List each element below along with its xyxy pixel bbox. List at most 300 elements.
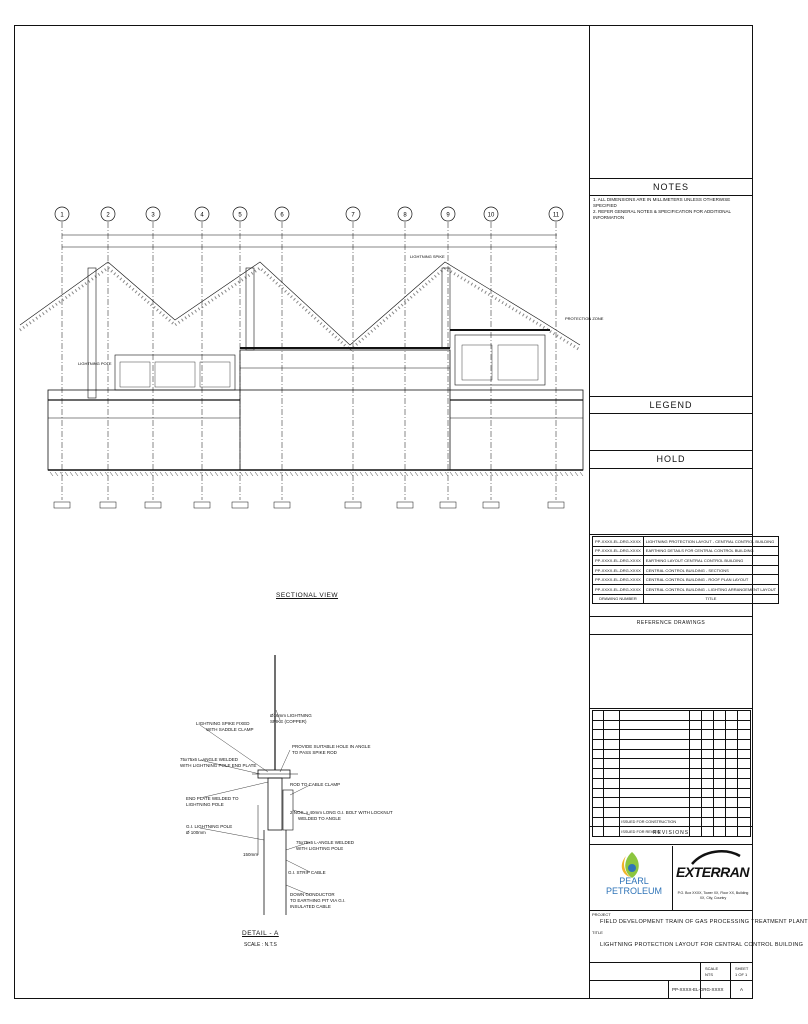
ground-hatch [540, 472, 543, 476]
revision-cell [689, 740, 701, 750]
revision-cell [603, 730, 620, 740]
revision-cell [593, 720, 604, 730]
revision-cell [725, 807, 737, 817]
footing [440, 502, 456, 508]
ground-hatch [500, 472, 503, 476]
revision-cell [593, 769, 604, 779]
sheet-label: SHEET [735, 966, 749, 971]
reference-drawings-table [592, 536, 779, 604]
ground-hatch [435, 472, 438, 476]
ground-hatch [460, 472, 463, 476]
ground-hatch [490, 472, 493, 476]
revision-row [593, 817, 751, 827]
detail-label-text: TO EARTHING PIT VIA G.I. [290, 898, 346, 903]
ground-hatch [575, 472, 578, 476]
roof-equipment [455, 335, 545, 385]
tb-line [589, 468, 753, 469]
ground-hatch [150, 472, 153, 476]
revision-cell [620, 720, 689, 730]
logo-divider [672, 846, 673, 910]
reference-number: PP-XXXX-EL-DRG-XXXX [593, 556, 644, 566]
roof-equipment [115, 355, 235, 390]
revision-cell [689, 720, 701, 730]
ref-header-row [593, 594, 779, 604]
ground-hatch [550, 472, 553, 476]
revision-cell [593, 740, 604, 750]
revision-cell: ISSUED FOR REVIEW [620, 827, 689, 837]
ground-hatch [175, 472, 178, 476]
ground-hatch [160, 472, 163, 476]
ground-hatch [75, 472, 78, 476]
ground-hatch [520, 472, 523, 476]
revision-cell [738, 759, 751, 769]
ground-hatch [355, 472, 358, 476]
revision-value: A [740, 987, 744, 992]
ground-hatch [85, 472, 88, 476]
ground-hatch [145, 472, 148, 476]
detail-label-text: WITH SADDLE CLAMP [206, 727, 254, 732]
ground-hatch [335, 472, 338, 476]
ground-hatch [525, 472, 528, 476]
notes-header: NOTES [652, 182, 689, 192]
grid-bubble-label: 10 [487, 212, 495, 219]
tb-line [589, 844, 753, 845]
legend-header: LEGEND [649, 400, 693, 410]
ground-hatch [465, 472, 468, 476]
revision-cell [713, 778, 725, 788]
detail-label-text: 75x75x6 L-ANGLE WELDED [296, 840, 355, 845]
revision-cell [593, 730, 604, 740]
revision-cell [603, 749, 620, 759]
note-line-2: 2. REFER GENERAL NOTES & SPECIFICATION FOR ADDITIONAL INFORMATION [593, 209, 731, 220]
ground-hatch [255, 472, 258, 476]
ground-hatch [350, 472, 353, 476]
ground-hatch [135, 472, 138, 476]
revision-row [593, 711, 751, 721]
ground-hatch [545, 472, 548, 476]
ground-hatch [65, 472, 68, 476]
project-label: PROJECT [592, 912, 611, 917]
revision-cell [689, 817, 701, 827]
detail-label: G.I. STRIP CABLE [288, 870, 326, 875]
reference-drawings-label: REFERENCE DRAWINGS [636, 620, 706, 626]
ground-hatch [385, 472, 388, 476]
revision-cell [738, 778, 751, 788]
revision-cell [725, 798, 737, 808]
revision-cell [620, 807, 689, 817]
ground-hatch [80, 472, 83, 476]
ground-hatch [445, 472, 448, 476]
ground-hatch [200, 472, 203, 476]
ground-hatch [155, 472, 158, 476]
ground-hatch [570, 472, 573, 476]
revision-cell [713, 798, 725, 808]
protection-zone-line [20, 262, 580, 345]
reference-row [593, 556, 779, 566]
revision-cell [593, 778, 604, 788]
detail-label [292, 744, 370, 756]
detail-label-text: 2 NOS. x 40mm LONG G.I. BOLT WITH LOCKNUT [290, 810, 393, 815]
reference-row [593, 537, 779, 547]
ground-hatch [70, 472, 73, 476]
drawing-number: PP-XXXX-EL-DRG-XXXX [672, 987, 724, 992]
revisions-table [592, 710, 751, 837]
revision-cell [701, 740, 713, 750]
revision-cell [701, 807, 713, 817]
ground-hatch [325, 472, 328, 476]
revision-cell [738, 817, 751, 827]
revision-cell [725, 778, 737, 788]
footing [345, 502, 361, 508]
grid-bubble-label: 11 [552, 212, 560, 219]
ground-hatch [405, 472, 408, 476]
revision-cell [620, 798, 689, 808]
ground-hatch [165, 472, 168, 476]
tb-line [589, 634, 753, 635]
ground-hatch [115, 472, 118, 476]
ground-hatch [210, 472, 213, 476]
ground-hatch [275, 472, 278, 476]
detail-label [186, 824, 232, 836]
footing [54, 502, 70, 508]
tb-line [589, 413, 753, 414]
sectional-view-title: SECTIONAL VIEW [276, 592, 339, 599]
protection-zone-hatch [20, 268, 580, 350]
revision-cell [701, 798, 713, 808]
detail-label [290, 810, 393, 822]
company-name: PEARL PETROLEUM [605, 876, 662, 896]
footing [100, 502, 116, 508]
ground-hatch [330, 472, 333, 476]
ground-hatch [125, 472, 128, 476]
revision-cell [689, 807, 701, 817]
annotation-text: LIGHTNING POLE [78, 361, 112, 366]
detail-label [270, 713, 312, 725]
revision-cell [603, 778, 620, 788]
scale-value: NTS [705, 972, 713, 977]
ground-hatch [315, 472, 318, 476]
revision-cell [620, 759, 689, 769]
revision-cell [725, 817, 737, 827]
revision-cell [603, 807, 620, 817]
ground-hatch [245, 472, 248, 476]
ground-hatch [415, 472, 418, 476]
reference-title: LIGHTNING PROTECTION LAYOUT - CENTRAL CONTROL BUILDING [643, 537, 778, 547]
ground-hatch [190, 472, 193, 476]
revision-cell [738, 711, 751, 721]
tb-line [589, 708, 753, 709]
reference-number: PP-XXXX-EL-DRG-XXXX [593, 546, 644, 556]
detail-label-text: PROVIDE SUITABLE HOLE IN ANGLE [292, 744, 371, 749]
ground-hatch [530, 472, 533, 476]
ground-hatch [140, 472, 143, 476]
roof-equipment [120, 362, 150, 387]
leader-line [280, 750, 290, 772]
revision-row [593, 740, 751, 750]
ground-hatch [300, 472, 303, 476]
project-name: FIELD DEVELOPMENT TRAIN OF GAS PROCESSING TREATMENT PLANT [600, 919, 808, 925]
ground-hatch [375, 472, 378, 476]
pole-top [268, 778, 282, 830]
detail-label-text: WITH LIGHTNING POLE END PLATE [180, 763, 257, 768]
ground-hatch [250, 472, 253, 476]
ground-hatch [235, 472, 238, 476]
revision-cell [738, 749, 751, 759]
revision-cell [701, 759, 713, 769]
detail-label-text: 75x75x6 L-ANGLE WELDED [180, 757, 239, 762]
ground-hatch [230, 472, 233, 476]
ground-hatch [130, 472, 133, 476]
revision-cell [593, 788, 604, 798]
revision-cell [603, 798, 620, 808]
detail-label-text: LIGHTNING POLE [186, 802, 224, 807]
footing [232, 502, 248, 508]
grid-bubble-label: 4 [200, 212, 204, 219]
ground-hatch [320, 472, 323, 476]
reference-row [593, 575, 779, 585]
revision-cell [725, 769, 737, 779]
tb-line [589, 980, 753, 981]
revision-cell [620, 769, 689, 779]
revision-cell [603, 720, 620, 730]
note-line-1: 1. ALL DIMENSIONS ARE IN MILLIMETERS UNLESS OTHERWISE SPECIFIED [593, 197, 731, 208]
notes-text [593, 197, 743, 221]
grid-bubble-label: 8 [403, 212, 407, 219]
ground-hatch [285, 472, 288, 476]
tb-line [589, 910, 753, 911]
ground-hatch [425, 472, 428, 476]
revision-cell [689, 749, 701, 759]
revision-cell [701, 788, 713, 798]
revision-cell [738, 788, 751, 798]
ground-hatch [440, 472, 443, 476]
title-label: TITLE [592, 930, 603, 935]
ground-hatch [345, 472, 348, 476]
revision-cell [713, 788, 725, 798]
ground-hatch [105, 472, 108, 476]
revision-cell [603, 817, 620, 827]
ground-hatch [215, 472, 218, 476]
detail-dimension: 150mm [243, 852, 259, 857]
revision-cell [725, 749, 737, 759]
revision-cell [713, 740, 725, 750]
revision-cell [620, 730, 689, 740]
ground-hatch [565, 472, 568, 476]
lightning-pole [246, 268, 254, 350]
tb-vline [700, 962, 701, 999]
tb-line [589, 195, 753, 196]
ground-hatch [400, 472, 403, 476]
reference-title: CENTRAL CONTROL BUILDING - ROOF PLAN LAYOUT [643, 575, 778, 585]
drawing-title: LIGHTNING PROTECTION LAYOUT FOR CENTRAL CONTROL BUILDING [600, 942, 804, 948]
ground-hatch [475, 472, 478, 476]
ground-hatch [535, 472, 538, 476]
revision-cell [701, 749, 713, 759]
revision-cell [701, 778, 713, 788]
building-section [48, 390, 583, 470]
scale-label: SCALE [705, 966, 719, 971]
ground-hatch [55, 472, 58, 476]
ground-hatch [470, 472, 473, 476]
ground-hatch [485, 472, 488, 476]
revision-cell [738, 807, 751, 817]
lightning-pole [88, 268, 96, 398]
ground-hatch [280, 472, 283, 476]
ground-hatch [50, 472, 53, 476]
detail-label-text: TO PASS SPIKE ROD [292, 750, 337, 755]
detail-label-text: END PLATE WELDED TO [186, 796, 239, 801]
roof-equipment [200, 362, 230, 387]
ground-hatch [170, 472, 173, 476]
footing [194, 502, 210, 508]
detail-label-text: Ø16mm LIGHTNING [270, 713, 312, 718]
ground-hatch [410, 472, 413, 476]
footing [483, 502, 499, 508]
ground-hatch [480, 472, 483, 476]
grid-bubble-label: 7 [351, 212, 355, 219]
ground-hatch [120, 472, 123, 476]
ground-hatch [270, 472, 273, 476]
revision-cell [738, 769, 751, 779]
revision-cell [689, 778, 701, 788]
revision-cell [725, 720, 737, 730]
revision-cell [725, 740, 737, 750]
sheet-value: 1 OF 1 [735, 972, 748, 977]
revision-cell [593, 807, 604, 817]
detail-label-text: DOWN CONDUCTOR [290, 892, 335, 897]
revision-cell [689, 730, 701, 740]
revision-cell [593, 711, 604, 721]
revision-row [593, 788, 751, 798]
ground-hatch [185, 472, 188, 476]
tb-line [589, 616, 753, 617]
ground-hatch [365, 472, 368, 476]
revision-cell [603, 740, 620, 750]
revision-cell [603, 711, 620, 721]
ground-hatch [265, 472, 268, 476]
ground-hatch [505, 472, 508, 476]
reference-number: PP-XXXX-EL-DRG-XXXX [593, 584, 644, 594]
revision-row [593, 730, 751, 740]
revision-cell [713, 730, 725, 740]
ground-hatch [455, 472, 458, 476]
ground-hatch [295, 472, 298, 476]
reference-number: PP-XXXX-EL-DRG-XXXX [593, 575, 644, 585]
ground-hatch [395, 472, 398, 476]
revision-cell [725, 759, 737, 769]
revision-cell [593, 749, 604, 759]
ground-hatch [95, 472, 98, 476]
roof-equipment [155, 362, 195, 387]
revision-cell [620, 749, 689, 759]
roof-equipment [462, 345, 492, 380]
grid-bubble-label: 6 [280, 212, 284, 219]
revision-cell [689, 798, 701, 808]
lightning-pole [442, 268, 450, 348]
tb-line [589, 178, 753, 179]
revision-cell [725, 788, 737, 798]
revision-cell [738, 798, 751, 808]
ground-hatch [340, 472, 343, 476]
tb-line [589, 962, 753, 963]
revision-cell [738, 730, 751, 740]
revision-cell [689, 769, 701, 779]
contractor-name: EXTERRAN [675, 864, 749, 880]
revision-cell [738, 720, 751, 730]
revision-cell [713, 769, 725, 779]
grid-bubble-label: 5 [238, 212, 242, 219]
revision-cell [713, 711, 725, 721]
revision-cell [713, 807, 725, 817]
reference-title: CENTRAL CONTROL BUILDING - SECTIONS [643, 565, 778, 575]
footing [397, 502, 413, 508]
revision-row [593, 749, 751, 759]
ground-hatch [225, 472, 228, 476]
grid-bubble-label: 1 [60, 212, 64, 219]
revision-cell [620, 740, 689, 750]
ground-hatch [360, 472, 363, 476]
tb-vline [668, 980, 669, 999]
revision-row [593, 798, 751, 808]
revision-cell [701, 730, 713, 740]
grid-bubble-label: 2 [106, 212, 110, 219]
ground-hatch [90, 472, 93, 476]
ground-hatch [370, 472, 373, 476]
ground-hatch [380, 472, 383, 476]
roof-equipment [498, 345, 538, 380]
hold-header: HOLD [656, 454, 686, 464]
ground-hatch [510, 472, 513, 476]
grid-bubble-label: 9 [446, 212, 450, 219]
ground-hatch [60, 472, 63, 476]
reference-row [593, 565, 779, 575]
tb-line [589, 534, 753, 535]
reference-row [593, 584, 779, 594]
ground-hatch [100, 472, 103, 476]
ground-hatch [515, 472, 518, 476]
detail-label-text: INSULATED CABLE [290, 904, 331, 909]
detail-label [290, 892, 346, 910]
detail-label: ROD TO CABLE CLAMP [290, 782, 341, 787]
revision-cell [603, 788, 620, 798]
detail-label-text: WELDED TO ANGLE [298, 816, 341, 821]
ground-hatch [390, 472, 393, 476]
ground-hatch [290, 472, 293, 476]
ground-hatch [305, 472, 308, 476]
detail-a-scale: SCALE : N.T.S [244, 942, 277, 948]
revision-cell [689, 788, 701, 798]
tb-vline [730, 962, 731, 999]
ref-col-title: TITLE [643, 594, 778, 604]
contractor-address: P.O. Box XXXX, Tower XX, Floor XX, Building XX, City, Country [677, 891, 749, 900]
revision-cell [593, 759, 604, 769]
revision-cell [725, 711, 737, 721]
revision-cell [620, 788, 689, 798]
reference-row [593, 546, 779, 556]
revision-cell [593, 817, 604, 827]
tb-line [589, 450, 753, 451]
revision-row [593, 720, 751, 730]
revision-row [593, 778, 751, 788]
revision-cell [620, 778, 689, 788]
revision-row [593, 759, 751, 769]
revision-cell: ISSUED FOR CONSTRUCTION [620, 817, 689, 827]
ref-col-number: DRAWING NUMBER [593, 594, 644, 604]
sectional-view-drawing [20, 200, 604, 520]
revision-row [593, 769, 751, 779]
footing [548, 502, 564, 508]
ground-hatch [560, 472, 563, 476]
